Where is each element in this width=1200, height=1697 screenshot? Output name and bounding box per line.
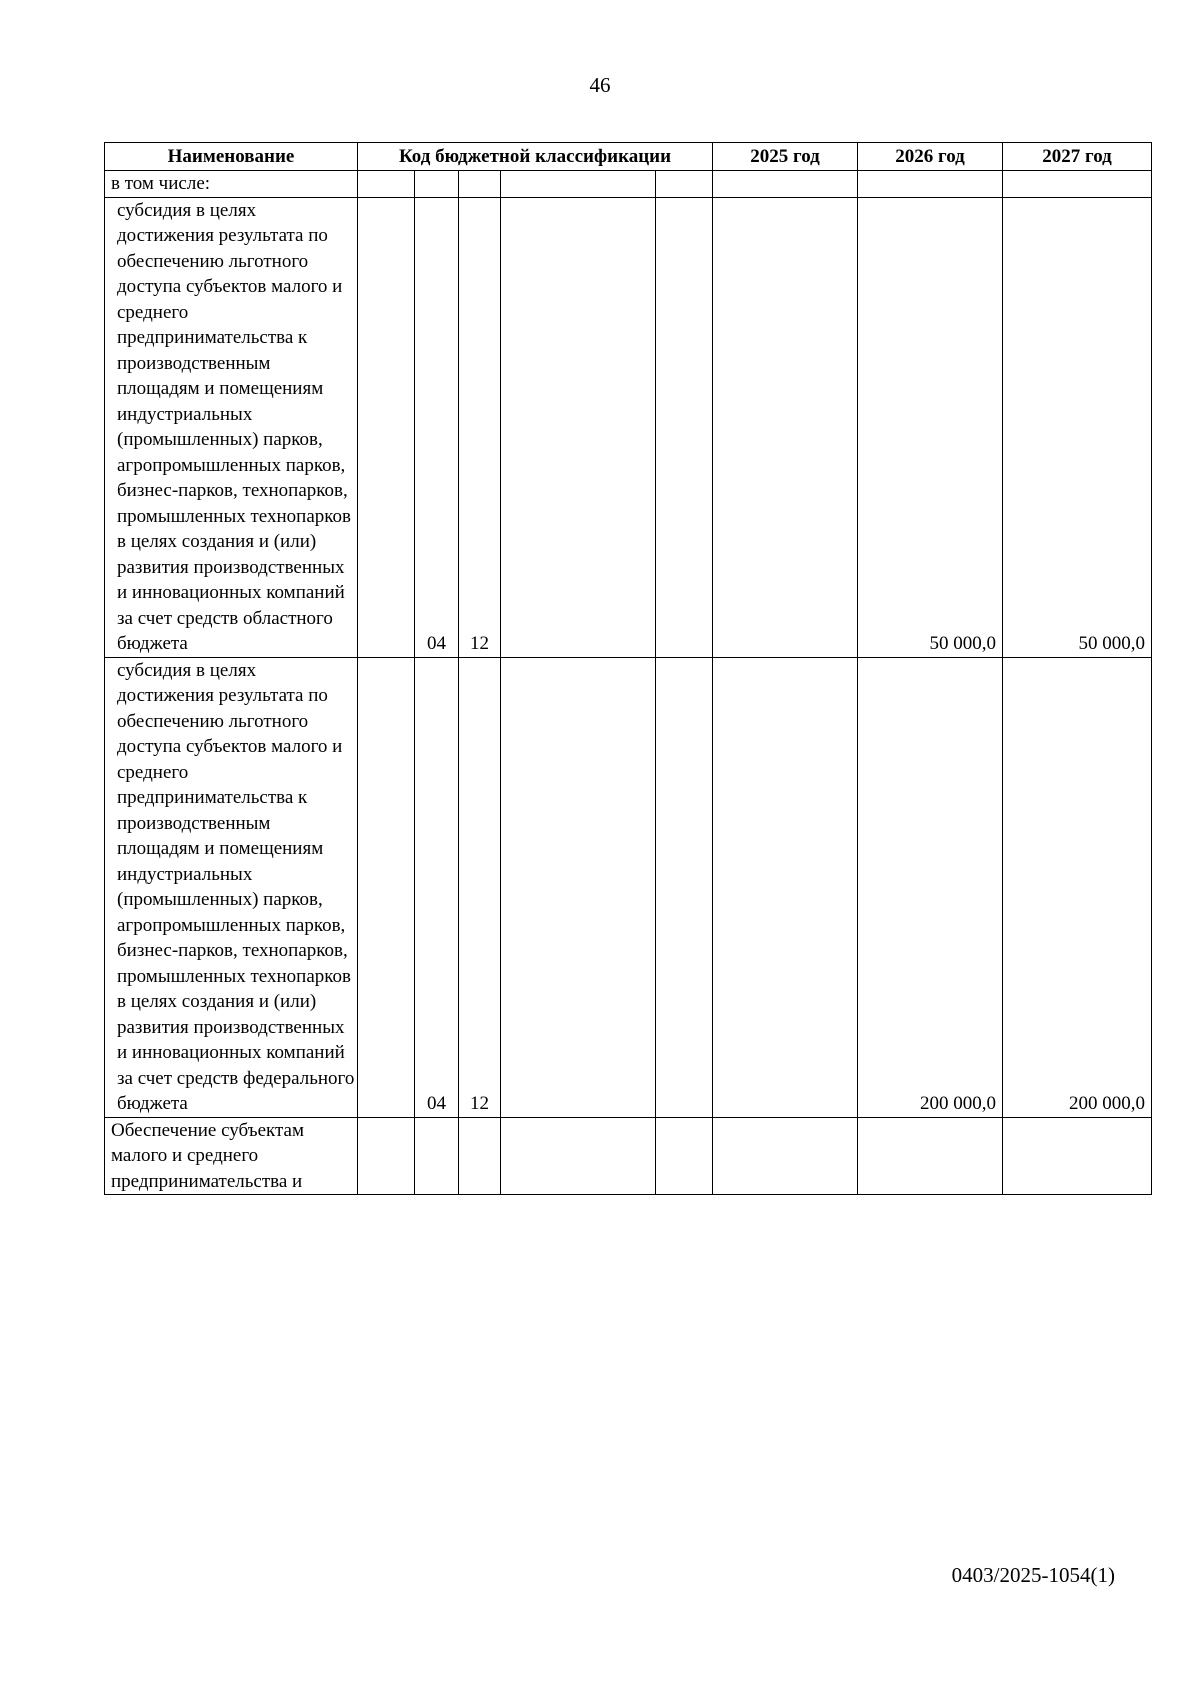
value-2026: 50 000,0 — [858, 197, 1003, 657]
code-cell — [459, 1117, 501, 1195]
code-cell — [358, 657, 415, 1117]
row-name: Обеспечение субъектам малого и среднего предпринимательства и — [105, 1117, 358, 1195]
code-cell — [415, 171, 459, 198]
row-name: субсидия в целях достижения результата по обеспечению льготного доступа субъектов малого и среднего предпринимательства к производственным площадям и помещениям индустриальных (промышленных) парков, агропромышленных парков, бизнес-парков, технопарков, промышленных технопарков в целях создания и (или) развития производственных и инновационных компаний за счет средств федерального бюджета — [105, 657, 358, 1117]
code-cell — [501, 197, 656, 657]
header-2025: 2025 год — [713, 143, 858, 171]
value-2027 — [1003, 171, 1152, 198]
header-2026: 2026 год — [858, 143, 1003, 171]
code-cell — [656, 171, 713, 198]
code-cell: 12 — [459, 197, 501, 657]
code-cell — [415, 1117, 459, 1195]
header-name: Наименование — [105, 143, 358, 171]
value-2026 — [858, 1117, 1003, 1195]
code-cell: 04 — [415, 657, 459, 1117]
value-2025 — [713, 171, 858, 198]
table-row — [105, 171, 1152, 198]
row-name: в том числе: — [105, 171, 358, 198]
value-2027: 50 000,0 — [1003, 197, 1152, 657]
code-cell — [501, 657, 656, 1117]
value-2026 — [858, 171, 1003, 198]
value-2027: 200 000,0 — [1003, 657, 1152, 1117]
code-cell: 12 — [459, 657, 501, 1117]
value-2025 — [713, 197, 858, 657]
value-2027 — [1003, 1117, 1152, 1195]
value-2026: 200 000,0 — [858, 657, 1003, 1117]
code-cell — [358, 171, 415, 198]
code-cell — [459, 171, 501, 198]
document-number: 0403/2025-1054(1) — [951, 1563, 1115, 1587]
value-2025 — [713, 1117, 858, 1195]
table-row — [105, 197, 1152, 657]
table-header-row — [105, 143, 1152, 171]
header-2027: 2027 год — [1003, 143, 1152, 171]
table-row — [105, 657, 1152, 1117]
code-cell — [501, 1117, 656, 1195]
value-2025 — [713, 657, 858, 1117]
code-cell — [656, 1117, 713, 1195]
code-cell — [501, 171, 656, 198]
header-code: Код бюджетной классификации — [358, 143, 713, 171]
budget-table — [104, 142, 1152, 1195]
table-row — [105, 1117, 1152, 1195]
code-cell — [358, 1117, 415, 1195]
row-name: субсидия в целях достижения результата по обеспечению льготного доступа субъектов малого и среднего предпринимательства к производственным площадям и помещениям индустриальных (промышленных) парков, агропромышленных парков, бизнес-парков, технопарков, промышленных технопарков в целях создания и (или) развития производственных и инновационных компаний за счет средств областного бюджета — [105, 197, 358, 657]
code-cell: 04 — [415, 197, 459, 657]
code-cell — [656, 657, 713, 1117]
page-number: 46 — [589, 73, 611, 97]
code-cell — [358, 197, 415, 657]
code-cell — [656, 197, 713, 657]
